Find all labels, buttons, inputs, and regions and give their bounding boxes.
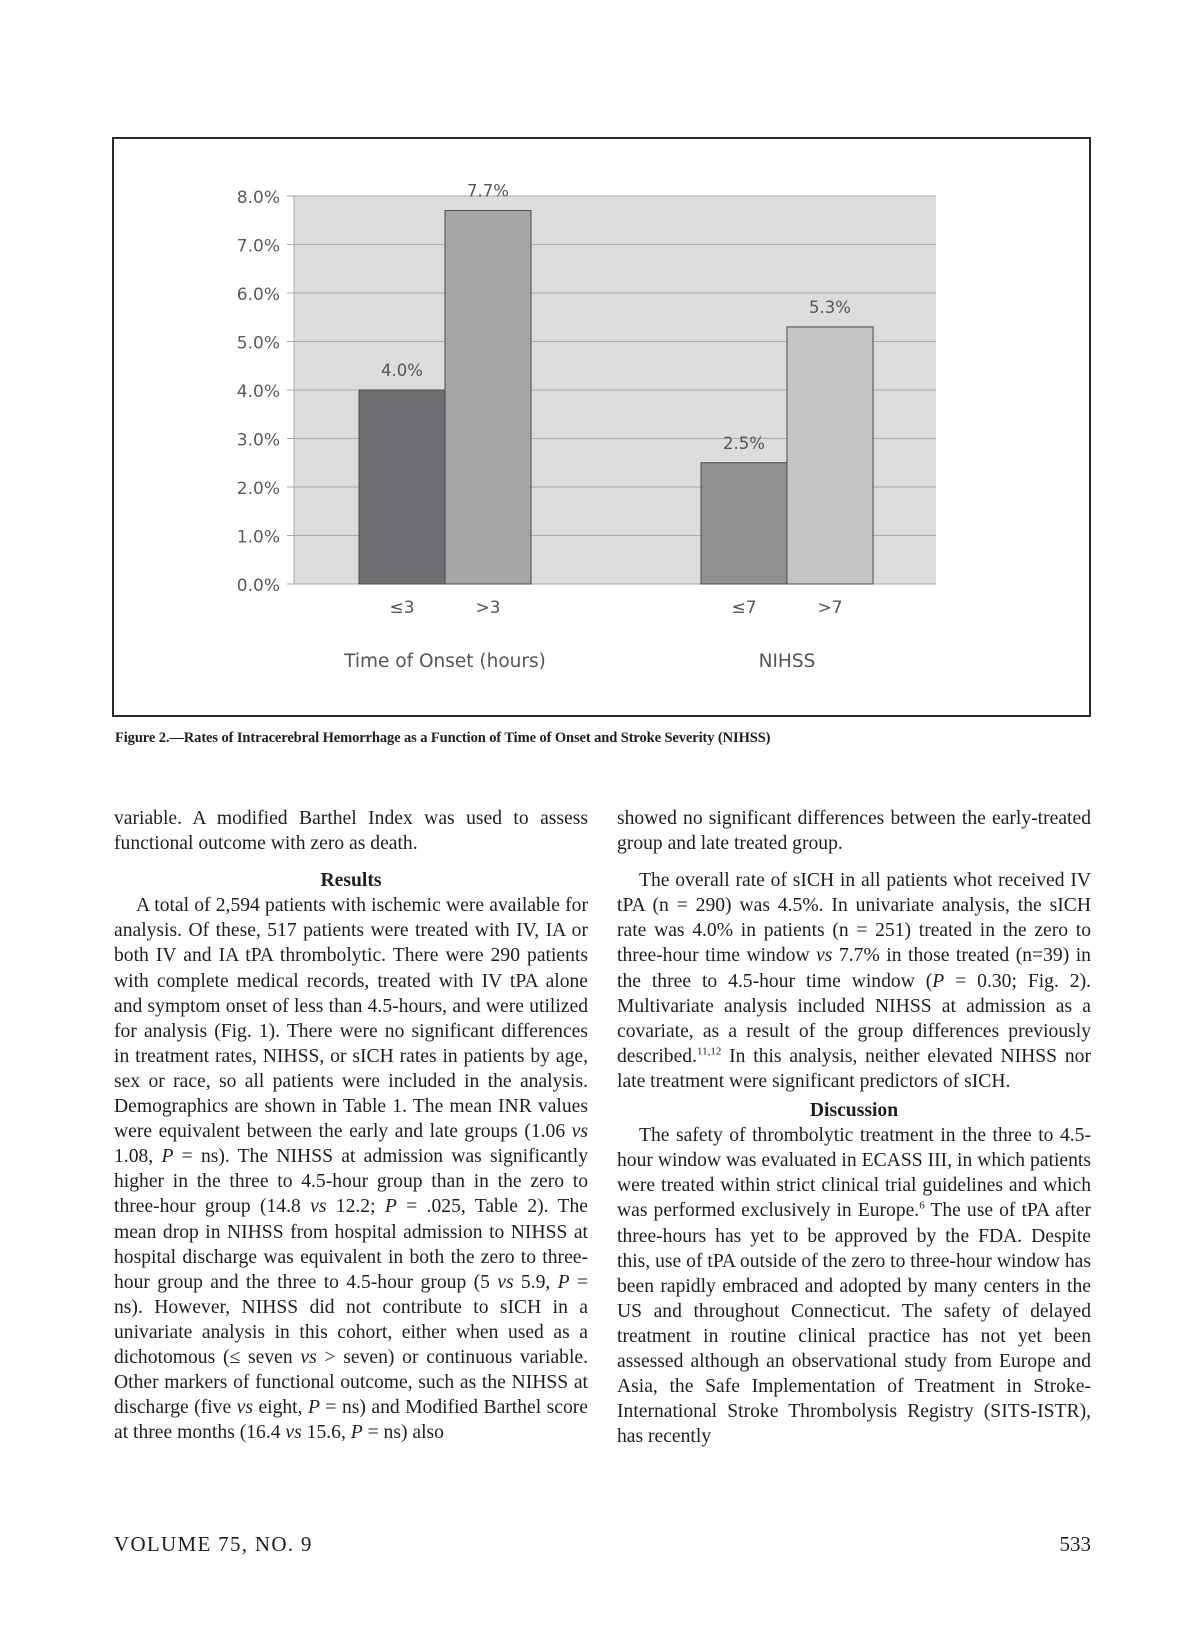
data-label: 4.0% [381,361,423,380]
section-heading-discussion: Discussion [809,1100,899,1122]
bar-chart [114,139,1089,715]
group-axis-label: Time of Onset (hours) [344,651,546,672]
x-tick-label: ≤3 [389,598,415,618]
y-tick-label: 8.0% [236,188,280,208]
journal-volume: VOLUME 75, NO. 9 [114,1532,313,1556]
bar [787,327,873,584]
section-heading-results: Results [320,870,382,892]
page-number: 533 [1059,1532,1091,1556]
left-column [114,806,588,1445]
y-tick-label: 6.0% [236,285,280,305]
bar [701,463,787,584]
x-tick-label: >3 [475,598,501,618]
y-tick-label: 4.0% [236,382,280,402]
y-tick-label: 7.0% [236,236,280,257]
group-axis-label: NIHSS [758,651,816,672]
data-label: 2.5% [723,433,765,453]
paragraph: variable. A modified Barthel Index was used to assess functional outcome with zero as death. [114,808,588,855]
citation-superscript: 11,12 [696,1045,722,1058]
paragraph: The overall rate of sICH in all patients whot received IV tPA (n = 290) was 4.5%. In univariate analysis, the sICH rate was 4.0% in patients (n = 251) treated in the zero to three-hour time window vs 7.7% in those treated (n=39) in the three to 4.5-hour time window (P = 0.30; Fig. 2). Multivariate analysis included NIHSS at admission as a covariate, as a result of the group differences previously described.$^{11,12}$ In this analysis, neither elevated NIHSS nor late treatment were significant predictors of sICH. [617,870,1091,1092]
y-tick-label: 0.0% [236,576,280,596]
bar [445,211,531,584]
data-label: 5.3% [809,297,851,317]
figure-caption: Figure 2.—Rates of Intracerebral Hemorrhage as a Function of Time of Onset and Stroke Severity (NIHSS) [115,730,771,746]
x-tick-label: >7 [817,598,843,618]
right-column [617,806,1091,1449]
paragraph: The safety of thrombolytic treatment in the three to 4.5-hour window was evaluated in ECASS III, in which patients were treated within strict clinical trial guidelines and which was performed exclusively in Europe.$^6$ The use of tPA after three-hours has yet to be approved by the FDA. Despite this, use of tPA outside of the zero to three-hour window has been rapidly embraced and adopted by many centers in the US and throughout Connecticut. The safety of delayed treatment in routine clinical practice has not yet been assessed although an observational study from Europe and Asia, the Safe Implementation of Treatment in Stroke-International Stroke Thrombolysis Registry (SITS-ISTR), has recently [617,1125,1091,1448]
x-tick-label: ≤7 [731,598,757,618]
bar [359,390,445,584]
y-tick-label: 5.0% [236,333,280,354]
figure-2 [112,137,1091,717]
y-tick-label: 2.0% [236,479,280,499]
y-tick-label: 3.0% [236,430,280,451]
citation-superscript: 6 [919,1199,925,1212]
paragraph: showed no significant differences between the early-treated group and late treated group. [617,808,1091,855]
paragraph: A total of 2,594 patients with ischemic were available for analysis. Of these, 517 patients were treated with IV, IA or both IV and IA tPA thrombolytic. There were 290 patients with complete medical records, treated with IV tPA alone and symptom onset of less than 4.5-hours, and were utilized for analysis (Fig. 1). There were no significant differences in treatment rates, NIHSS, or sICH rates in patients by age, sex or race, so all patients were included in the analysis. Demographics are shown in Table 1. The mean INR values were equivalent between the early and late groups (1.06 vs 1.08, P = ns). The NIHSS at admission was significantly higher in the three to 4.5-hour group than in the zero to three-hour group (14.8 vs 12.2; P = .025, Table 2). The mean drop in NIHSS from hospital admission to NIHSS at hospital discharge was equivalent in both the zero to three-hour group and the three to 4.5-hour group (5 vs 5.9, P = ns). However, NIHSS did not contribute to sICH in a univariate analysis in this cohort, either when used as a dichotomous (≤ seven vs > seven) or continuous variable. Other markers of functional outcome, such as the NIHSS at discharge (five vs eight, P = ns) and Modified Barthel score at three months (16.4 vs 15.6, P = ns) also [114,895,588,1444]
data-label: 7.7% [467,181,509,201]
y-tick-label: 1.0% [236,527,280,548]
